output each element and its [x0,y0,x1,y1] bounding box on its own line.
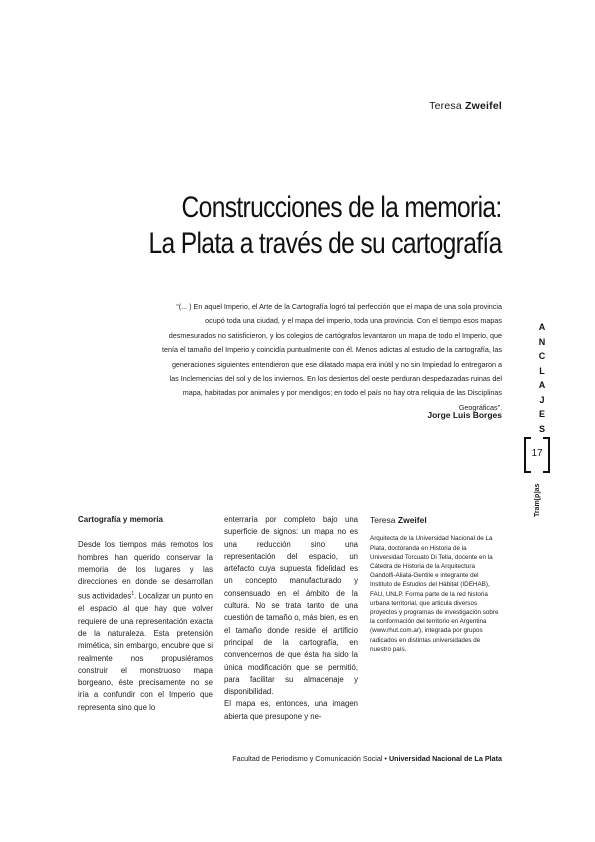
page-number-box [524,437,550,471]
bio-author-name: Teresa Zweifel [370,515,427,525]
section-tag: Tram[p]as [534,483,541,517]
author-last-name: Zweifel [465,100,502,112]
left-bracket [524,437,531,473]
column-1-text: Desde los tiempos más remotos los hombres han querido conservar la memoria de los lugares y las direcciones en donde se desarrollan sus actividades$^1$. Localizar un punto en el espacio al que hay que volver requiere de una representación exacta de la naturaleza. Esta pretensión mimética, sin embargo, encubre que si realmente nos propusiéramos construir el monstruoso mapa borgeano, éste precisamente no se iría a confundir con el Imperio que representa sino que lo [78,540,213,712]
right-bracket [543,437,550,473]
article-title [149,190,502,262]
epigraph-author: Jorge Luis Borges [427,410,502,420]
footnote-ref: 1 [131,591,135,598]
title-line-1: Construcciones de la memoria: [181,191,502,224]
author-bio [370,514,500,654]
side-letter: E [538,409,545,419]
column-2-paragraph-1: enterraría por completo bajo una superficie de signos: un mapa no es una reducción sino una representación del espacio, un artefacto cuya supuesta fidelidad es un concepto manufacturado y consensuado en el ámbito de la cultura. No se trata tanto de una cuestión de tamaño o, más bien, es en el tamaño donde reside el artificio principal de la cartografía, en convencernos de que ésta ha sido la única modificación que se permitió, para facilitar su almacenaje y disponibilidad. [224,515,358,697]
column-2-paragraph-2: El mapa es, entonces, una imagen abierta que presupone y ne- [224,699,358,721]
side-letter: A [538,380,546,390]
side-letter: A [538,322,546,332]
column-1 [78,514,213,714]
side-letter: S [538,423,545,434]
journal-side-name [536,320,548,436]
side-letter: N [538,336,546,347]
section-heading: Cartografía y memoria [78,515,163,524]
author-first-name: Teresa [429,100,462,112]
page-number: 17 [531,448,543,459]
running-author [429,100,502,112]
side-letter: C [538,351,546,361]
epigraph-quote: “(... ) En aquel Imperio, el Arte de la Cartografía logró tal perfección que el mapa de una sola provincia ocupó toda una ciudad, y el mapa del imperio, toda una provincia. Con el tiempo esos mapas desmesurados no satisficieron, y los colegios de cartógrafos levantaron un mapa de todo el Imperio, que tenía el tamaño del Imperio y coincidía puntualmente con él. Menos adictas al estudio de la cartografía, las generaciones siguientes entendieron que ese dilatado mapa era inútil y no sin Impiedad lo entregaron a las Inclemencias del sol y de los inviernos. En los desiertos del oeste perduran despedazadas ruinas del mapa, habitadas por animales y por mendigos; en todo el país no hay otra reliquia de las Disciplinas Geográficas”. [162,302,503,412]
column-2 [224,514,358,723]
bio-text: Arquitecta de la Universidad Nacional de La Plata, doctoranda en Historia de la Universidad Torcuato Di Tella, docente en la Cátedra de Historia de la Arquitectura Gandolfi-Aliata-Gentile e integrante del Instituto de Estudios del Hábitat (IDEHAB), FAU, UNLP. Forma parte de la red historia urbana territorial, que articula diversos proyectos y programas de investigación sobre la conformación del territorio en Argentina (www.rhut.com.ar), integrada por grupos radicados en distintas universidades de nuestro país. [370,535,499,653]
title-line-2: La Plata a través de su cartografía [148,227,502,260]
side-letter: L [539,365,545,376]
footer-university: Universidad Nacional de La Plata [388,754,502,763]
side-letter: J [539,394,545,405]
page-footer [232,754,502,763]
footer-faculty: Facultad de Periodismo y Comunicación Social [232,754,383,763]
footer-separator: • [384,754,387,763]
